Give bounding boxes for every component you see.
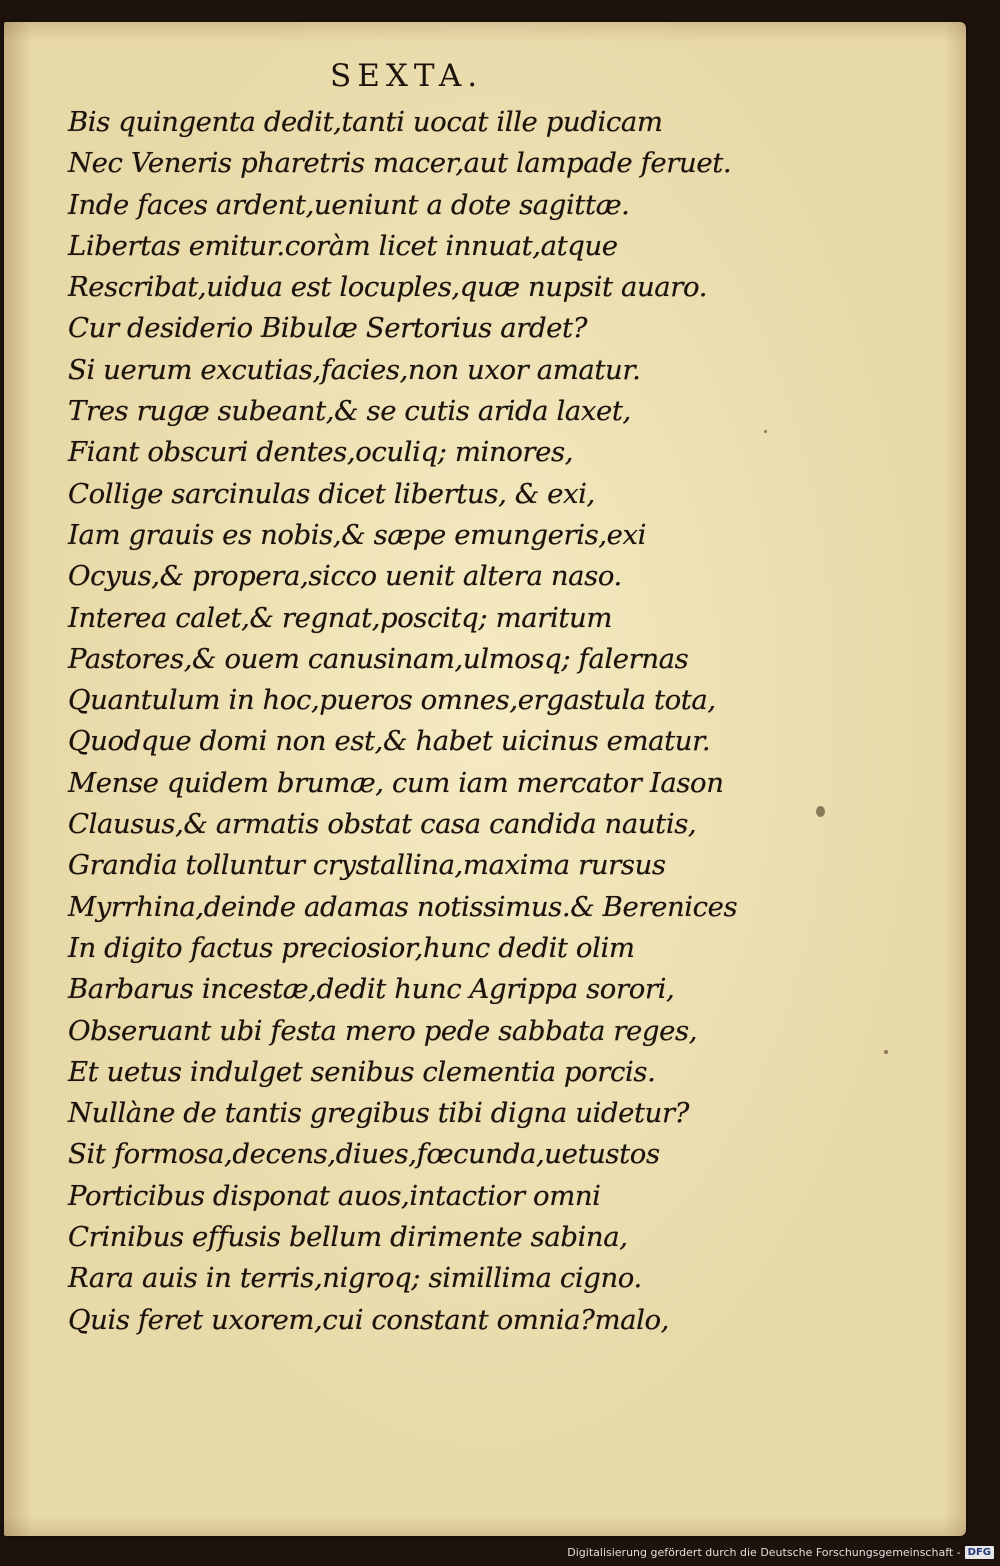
verse-line: Quodque domi non est,& habet uicinus ematur. [68,725,711,758]
digitization-credit [567,1544,994,1560]
verse-line: Myrrhina,deinde adamas notissimus.& Berenices [68,890,738,923]
verse-line: Quis feret uxorem,cui constant omnia?malo, [68,1303,670,1336]
verse-line: Barbarus incestæ,dedit hunc Agrippa sorori, [68,973,675,1006]
verse-line: Tres rugæ subeant,& se cutis arida laxet, [68,395,631,428]
verse-line: Pastores,& ouem canusinam,ulmosq; falernas [68,642,689,675]
verse-line: Mense quidem brumæ, cum iam mercator Iason [68,766,724,799]
verse-line: Obseruant ubi festa mero pede sabbata reges, [68,1014,698,1047]
verse-line: Nec Veneris pharetris macer,aut lampade feruet. [68,147,732,180]
verse-line: Crinibus effusis bellum dirimente sabina, [68,1221,628,1254]
running-head: SEXTA. [330,58,484,94]
verse-line: Grandia tolluntur crystallina,maxima rursus [68,849,666,882]
verse-text-block [68,102,748,1341]
paper-stain [764,430,767,433]
verse-line: Inde faces ardent,ueniunt a dote sagittæ. [68,188,630,221]
verse-line: In digito factus preciosior,hunc dedit olim [68,931,635,964]
verse-line: Cur desiderio Bibulæ Sertorius ardet? [68,312,588,345]
verse-line: Sit formosa,decens,diues,fœcunda,uetustos [68,1138,660,1171]
credit-text: Digitalisierung gefördert durch die Deutsche Forschungsgemeinschaft - [567,1545,961,1559]
verse-line: Interea calet,& regnat,poscitq; maritum [68,601,613,634]
dfg-logo-icon: DFG [965,1546,994,1559]
verse-line: Fiant obscuri dentes,oculiq; minores, [68,436,574,469]
verse-line: Bis quingenta dedit,tanti uocat ille pudicam [68,106,663,138]
verse-line: Et uetus indulget senibus clementia porcis. [68,1055,656,1088]
verse-line: Rescribat,uidua est locuples,quæ nupsit auaro. [68,271,708,304]
verse-line: Libertas emitur.coràm licet innuat,atque [68,229,618,262]
verse-line: Rara auis in terris,nigroq; simillima cigno. [68,1262,642,1295]
verse-line: Collige sarcinulas dicet libertus, & exi, [68,477,595,510]
verse-line: Porticibus disponat auos,intactior omni [68,1179,601,1212]
paper-stain [884,1050,888,1054]
paper-stain [816,806,825,817]
verse-line: Nullàne de tantis gregibus tibi digna uidetur? [68,1097,690,1130]
verse-line: Quantulum in hoc,pueros omnes,ergastula tota, [68,684,716,717]
verse-line: Si uerum excutias,facies,non uxor amatur. [68,353,641,386]
verse-line: Ocyus,& propera,sicco uenit altera naso. [68,560,622,593]
verse-line: Iam grauis es nobis,& sæpe emungeris,exi [68,518,647,551]
verse-line: Clausus,& armatis obstat casa candida nautis, [68,808,697,841]
